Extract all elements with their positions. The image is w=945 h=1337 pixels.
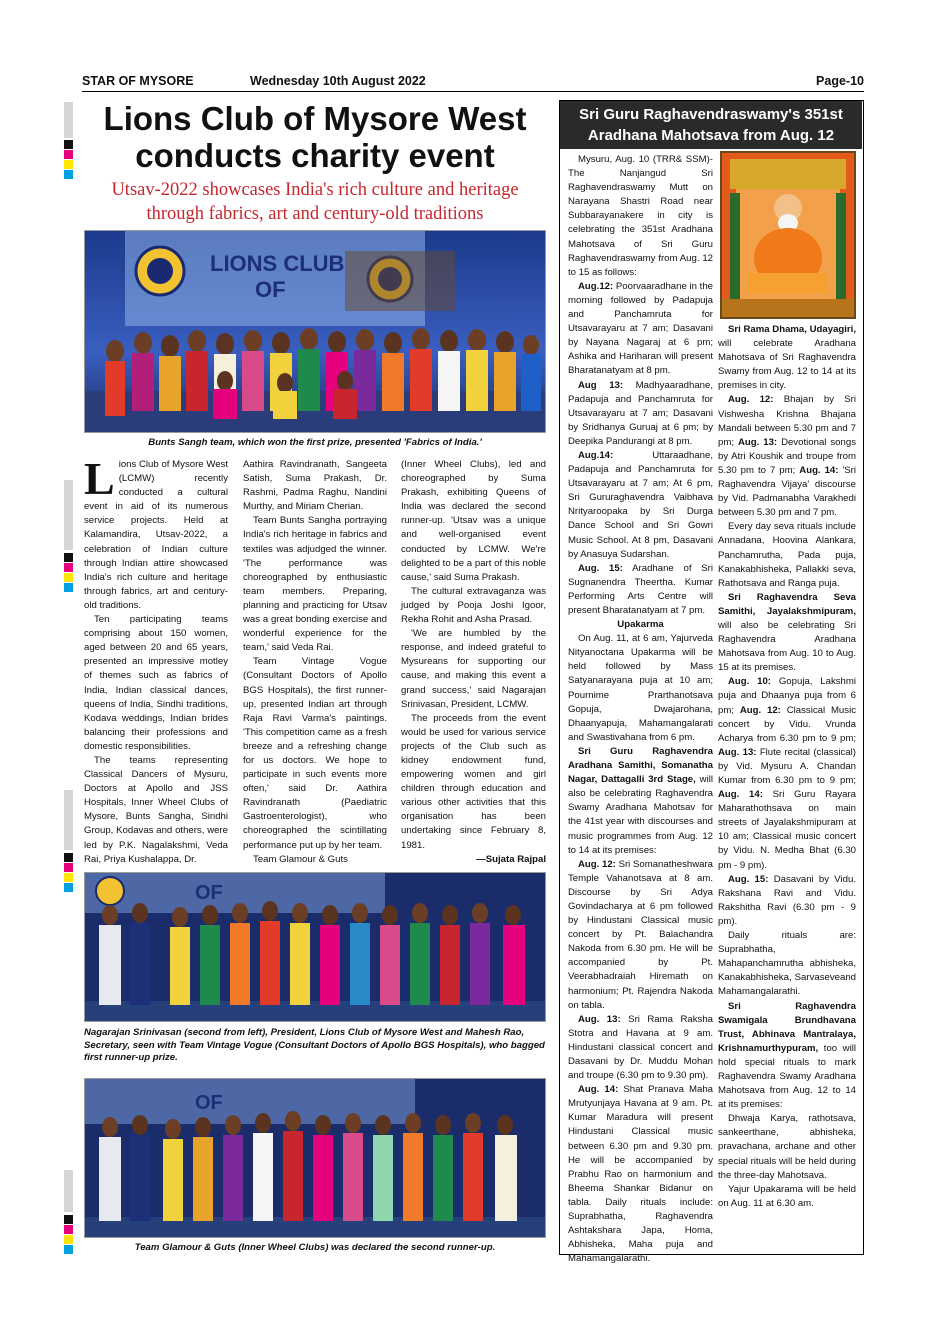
paragraph: (Inner Wheel Clubs), led and choreographed by Suma Prakash, exhibiting Queens of India was declared the second runner-up. 'Utsav was a unique and well-organised event conducted by LCMW. We're delighted to be a part of this noble cause,' said Suma Prakash.	[401, 459, 546, 583]
paragraph: Team Glamour & Guts	[253, 853, 348, 865]
paragraph: Aug. 15: Dasavani by Vidu. Rakshana Ravi and Vidu. Rakshitha Ravi (6.30 pm - 9 pm).	[718, 873, 856, 927]
paragraph: Ten participating teams comprising about 150 women, aged between 20 and 65 years, presented an impressive motley of themes such as fabrics of India, Indian classical dances, queens of India, Sindhi traditions, Kodava weddings, Indian brides balancing their professions and domestic responsibilities.	[84, 614, 228, 752]
sidebar-column-1	[568, 153, 713, 1266]
photo-caption: Bunts Sangh team, which won the first prize, presented 'Fabrics of India.'	[148, 437, 482, 448]
register-mark	[64, 150, 73, 159]
paragraph: Daily rituals are: Suprabhatha, Mahapanchamrutha abhisheka, Kanakabhisheka, Sarvaseveand Mahamangalarathi.	[718, 930, 856, 998]
svg-text:LIONS CLUB: LIONS CLUB	[210, 251, 345, 276]
paragraph: Aug. 12: Bhajan by Sri Vishwesha Krishna Bhajana Mandali between 5.30 pm and 7 pm; Aug. 13: Devotional songs by Atri Koushik and troupe from 5.30 pm to 7 pm; Aug. 14: 'Sri Raghavendra Vijaya' discourse by Vid. Padmanabha Varakhedi between 5.30 pm and 7 pm.	[718, 394, 857, 519]
margin-bar	[64, 480, 73, 550]
photo-glamour-guts	[84, 1078, 546, 1238]
article-column-3	[401, 458, 546, 867]
masthead	[82, 70, 864, 92]
photo-illustration	[85, 1079, 546, 1238]
paragraph: The cultural extravaganza was judged by Pooja Joshi Igoor, Rekha Rohit and Asha Prasad.	[401, 585, 546, 626]
swamy-illustration	[722, 153, 854, 317]
paragraph: Sri Guru Raghavendra Aradhana Samithi, Somanatha Nagar, Dattagalli 3rd Stage, will also be celebrating Raghavendra Swamy Aradhana Mahotsav for the 41st year with discourses and music programmes from Aug. 12 to 14 at its premises:	[568, 745, 713, 856]
register-mark	[64, 553, 73, 562]
paragraph: Dhwaja Karya, rathotsava, sankeerthane, abhisheka, pravachana, archane and other special rituals will be held during the three-day Mahotsava.	[718, 1113, 856, 1181]
paragraph: Aug. 14: Shat Pranava Maha Mrutyunjaya Havana at 9 am. Pt. Kumar Maradura will present Hindustani Classical music between 6.30 pm and 9.30 pm. He will be accompanied by Prabhu Rao on harmonium and Bheema Shankar Bidanur on tabla. Daily rituals include: Suprabhatha, Raghavendra Ashtakshara Japa, Homa, Abhisheka, Maha puja and Mahamangalarathi.	[568, 1084, 713, 1265]
story-headline	[82, 100, 548, 174]
headline-line: Lions Club of Mysore West	[103, 100, 527, 137]
paragraph: Aug. 15: Aradhane of Sri Sugnanendra Theertha. Kumar Performing Arts Centre will present Bharatanatyam at 7 pm.	[568, 562, 713, 616]
kicker-line: through fabrics, art and century-old traditions	[146, 204, 484, 224]
register-mark	[64, 1215, 73, 1224]
register-mark	[64, 873, 73, 882]
byline: —Sujata Rajpal	[476, 853, 546, 865]
register-mark	[64, 1245, 73, 1254]
paragraph: Team Bunts Sangha portraying India's rich heritage in fabrics and textiles was adjudged the winner. 'The performance was choreographed by enthusiastic team members. Preparing, planning and practicing for Utsav was a great bonding exercise and wonderful experience for the team,' said Veda Rai.	[243, 515, 387, 654]
register-mark	[64, 140, 73, 149]
paragraph: Sri Raghavendra Seva Samithi, Jayalakshmipuram, will also be celebrating Sri Raghavendra Aradhana Mahotsava from Aug. 10 to Aug. 15 at its premises.	[718, 591, 856, 674]
article-column-2	[243, 458, 387, 867]
paragraph: Lions Club of Mysore West (LCMW) recently conducted a cultural event in aid of its numerous service projects. Held at Kalamandira, Utsav-2022, a celebration of Indian culture through Indian attire showcased India's rich culture and heritage through fabrics, art and century-old traditions.	[84, 453, 228, 611]
sidebar-column-2	[718, 323, 856, 1211]
register-mark	[64, 883, 73, 892]
paragraph: Aug. 10: Gopuja, Lakshmi puja and Dhaanya puja from 6 pm; Aug. 12: Classical Music concert by Vidu. Vrunda Acharya from 6.30 pm to 9 pm; Aug. 13: Flute recital (classical) by Vid. Mysuru A. Chandan Kumar from 6.30 pm to 9 pm; Aug. 14: Sri Guru Rayara Maharathothsava on main streets of Jayalakshmipuram at 10 am; Classical music concert by Vidu. N. Medha Bhat (6.30 pm - 9 pm).	[718, 676, 856, 871]
paper-name: STAR OF MYSORE	[82, 74, 194, 88]
issue-date: Wednesday 10th August 2022	[250, 74, 426, 88]
sidebar-headline-line: Sri Guru Raghavendraswamy's 351st	[579, 106, 843, 123]
photo-illustration	[85, 231, 546, 433]
paragraph: Aug.14: Uttaraadhane, Padapuja and Panchamruta for Utsavarayaru at 7 am; At 6 pm, Sri Gururaghavendra Vaibhava Nrityaroopaka by Sri Durga Dance School and Sri Gowri Music School. At 8 pm, Dasavani by Anasuya Sudarshan.	[568, 449, 713, 560]
article-column-1	[84, 453, 228, 867]
sidebar-headline-line: Aradhana Mahotsava from Aug. 12	[587, 127, 835, 144]
register-mark	[64, 1225, 73, 1234]
paragraph: Aug 13: Madhyaaradhane, Padapuja and Panchamruta for Utsavarayaru at 7 am; Dasavani by Sridhanya Guruaj at 6 pm; by Deepika Pandurangi at 8 pm.	[568, 379, 714, 447]
register-mark	[64, 863, 73, 872]
banner-text: OF	[195, 1092, 223, 1114]
sidebar-story	[559, 100, 864, 1265]
paragraph: 'We are humbled by the response, and indeed grateful to Mysureans for supporting our cause, and making this event a grand success,' said Nagarajan Srinivasan, President, LCMW.	[401, 628, 546, 710]
paragraph: Aathira Ravindranath, Sangeeta Satish, Suma Prakash, Dr. Rashmi, Padma Raghu, Nandini Murthy, and Miriam Cherian.	[243, 459, 387, 513]
photo-illustration	[85, 873, 546, 1022]
paragraph: The teams representing Classical Dancers of Mysuru, Doctors at Apollo and JSS Hospitals, Inner Wheel Clubs of Mysore, Bunts Sangha, Sindhi Group, Kodavas and others, were led by P.K. Nagalakshmi, Veda Rai, Priya Kushalappa, Dr.	[84, 754, 228, 865]
register-mark	[64, 563, 73, 572]
register-mark	[64, 1235, 73, 1244]
headline-line: conducts charity event	[135, 137, 495, 174]
photo-bunts-sangh	[84, 230, 546, 433]
register-mark	[64, 573, 73, 582]
sidebar-headline	[560, 101, 862, 149]
paragraph: Sri Raghavendra Swamigala Brundhavana Trust, Abhinava Mantralaya, Krishnamurthypuram, too will hold special rituals to mark Raghavendra Swamy Aradhana Mahotsava from Aug. 12 to 14 at its premises:	[718, 1000, 857, 1111]
paragraph: On Aug. 11, at 6 am, Yajurveda Nityanoctana Upakarma will be held followed by Mass Satyanarayana puja at 10 am; Pournime Prarthanotsava Gopuja, Dwajarohana, Dhaanyapuja, Mahamangalarati and Swastivahana from 6 pm.	[568, 633, 713, 743]
kicker-line: Utsav-2022 showcases India's rich culture and heritage	[111, 180, 519, 200]
page-number: Page-10	[816, 74, 864, 88]
swamy-portrait	[720, 151, 856, 319]
drop-cap: L	[84, 453, 115, 504]
register-mark	[64, 170, 73, 179]
paragraph: Sri Rama Dhama, Udayagiri, will celebrate Aradhana Mahotsava of Sri Raghavendra Swamy from Aug. 12 to 14 at its premises in city.	[718, 324, 856, 392]
paragraph: Yajur Upakarama will be held on Aug. 11 at 6.30 am.	[718, 1183, 856, 1209]
photo-caption: Nagarajan Srinivasan (second from left), President, Lions Club of Mysore West and Mahesh Rao, Secretary, seen with Team Vintage Vogue (Consultant Doctors of Apollo BGS Hospitals), who bagged first runner-up prize.	[84, 1027, 545, 1063]
paragraph: Aug. 13: Sri Rama Raksha Stotra and Havana at 9 am. Hindustani classical concert and Dasavani by Dr. Muddu Mohan and troupe (6.30 pm to 9.30 pm).	[568, 1013, 713, 1082]
photo-vintage-vogue	[84, 872, 546, 1022]
paragraph: Aug.12: Poorvaaradhane in the morning followed by Padapuja and Panchamruta for Utsavarayaru at 7 am; Dasavani by Nayana Nagaraj at 6 pm; Ashika and Hariharan will present Bharatanatyam at 8 pm.	[568, 280, 713, 377]
photo-caption: Team Glamour & Guts (Inner Wheel Clubs) was declared the second runner-up.	[134, 1242, 496, 1253]
paragraph: Aug. 12: Sri Somanatheshwara Temple Vahanotsava at 8 am. Discourse by Sri Adya Govindacharya at 6 pm followed by Hindustani Classical music concert by Pt. Balachandra Nakoda from 6.30 pm. He will be accompanied by Pt. Veerabhadraiah Hiremath on harmonium; Pt. Rajendra Nakoda on tabla.	[568, 858, 713, 1011]
paragraph: The proceeds from the event would be used for various service projects of the Club such as kidney endowment fund, empowering women and girl children through education and various other activities that this organisation has been undertaking since February 8, 1981.	[401, 712, 546, 851]
story-kicker	[82, 178, 548, 226]
register-mark	[64, 160, 73, 169]
paragraph: Mysuru, Aug. 10 (TRR& SSM)- The Nanjangud Sri Raghavendraswamy Mutt on Narayana Shastri Road near Subbarayanakere in city is celebrating the 351st Aradhana Mahotsava of Sri Guru Raghavendraswamy from Aug. 12 to 15 as follows:	[568, 154, 713, 278]
margin-bar	[64, 790, 73, 850]
register-mark	[64, 853, 73, 862]
margin-bar	[64, 1170, 73, 1212]
paragraph: Every day seva rituals include Annadana, Hoovina Alankara, Panchamrutha, Pada puja, Kanakabhisheka, Pallakki seva, Rathotsava and Ranga puja.	[718, 521, 856, 589]
margin-bar	[64, 102, 73, 138]
register-mark	[64, 583, 73, 592]
subheading: Upakarma	[617, 619, 664, 631]
banner-text: OF	[195, 882, 223, 904]
paragraph: Team Vintage Vogue (Consultant Doctors of Apollo BGS Hospitals), the first runner-up, presented Indian art through Raja Ravi Varma's paintings. 'This competition came as a fresh breeze and a refreshing change for us doctors. We hope to participate in such events more often,' said Dr. Aathira Ravindranath (Paediatric Gastroenterologist), who choreographed the scintillating performance put up by her team.	[243, 656, 387, 851]
svg-text:OF: OF	[255, 277, 286, 302]
